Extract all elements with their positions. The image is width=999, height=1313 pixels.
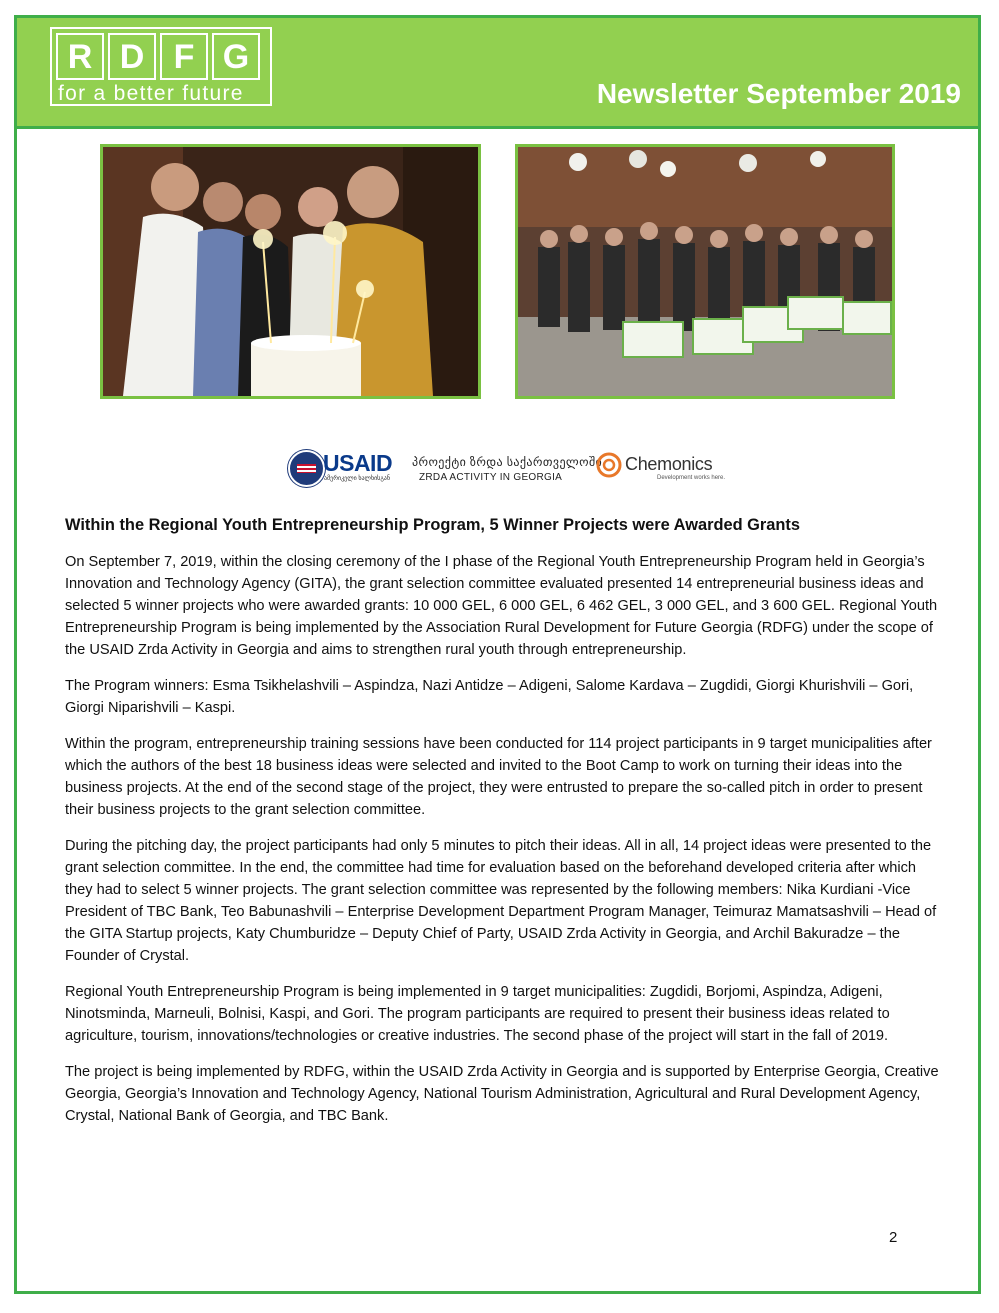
zrda-georgian-title: პროექტი ზრდა საქართველოში (412, 455, 603, 469)
article-paragraph: Regional Youth Entrepreneurship Program is being implemented in 9 target municipalities: Zugdidi, Borjomi, Aspindza, Adigeni, Ninotsminda, Marneuli, Bolnisi, Kaspi, and Gori. The program participants are required to present their business ideas related to agriculture, tourism, innovations/technologies or creative industries. The second phase of the project will start in the fall of 2019. (65, 984, 890, 1044)
logo-letter: F (160, 33, 208, 80)
logo-letter: D (108, 33, 156, 80)
zrda-english-title: ZRDA ACTIVITY IN GEORGIA (419, 472, 563, 483)
chemonics-logo-icon (596, 452, 622, 478)
article-paragraph: The Program winners: Esma Tsikhelashvili – Aspindza, Nazi Antidze – Adigeni, Salome Kardava – Zugdidi, Giorgi Khurishvili – Gori, Giorgi Niparishvili – Kaspi. (65, 678, 914, 716)
article (65, 514, 945, 1141)
chemonics-logo: Chemonics (625, 454, 713, 474)
article-paragraph: Within the program, entrepreneurship training sessions have been conducted for 114 project participants in 9 target municipalities after which the authors of the best 18 business ideas were selected and invited to the Boot Camp to work on turning their ideas into the business projects. At the end of the second stage of the project, they were entrusted to prepare the so-called pitch in order to present their business projects to the grant selection committee. (65, 736, 932, 818)
article-paragraph: On September 7, 2019, within the closing ceremony of the I phase of the Regional Youth Entrepreneurship Program held in Georgia’s Innovation and Technology Agency (GITA), the grant selection committee evaluated presented 14 entrepreneurial business ideas and selected 5 winner projects who were awarded grants: 10 000 GEL, 6 000 GEL, 6 462 GEL, 3 000 GEL, and 3 600 GEL. Regional Youth Entrepreneurship Program is being implemented by the Association Rural Development for Future Georgia (RDFG) under the scope of the USAID Zrda Activity in Georgia and aims to strengthen rural youth through entrepreneurship. (65, 554, 938, 658)
logo-tagline: for a better future (58, 82, 244, 105)
cake-photo-illustration (103, 147, 478, 396)
cake-celebration-photo (100, 144, 481, 399)
logo-letter: G (212, 33, 260, 80)
chemonics-tagline: Development works here. (657, 475, 726, 481)
article-paragraph: The project is being implemented by RDFG, within the USAID Zrda Activity in Georgia and is supported by Enterprise Georgia, Creative Georgia, Georgia’s Innovation and Technology Agency, National Tourism Administration, Agricultural and Rural Development Agency, Crystal, National Bank of Georgia, and TBC Bank. (65, 1064, 939, 1124)
page-number: 2 (889, 1229, 898, 1246)
usaid-seal-icon (288, 450, 325, 487)
article-headline: Within the Regional Youth Entrepreneurship Program, 5 Winner Projects were Awarded Grants (65, 516, 800, 534)
article-paragraph: During the pitching day, the project participants had only 5 minutes to pitch their ideas. All in all, 14 project ideas were presented to the grant selection committee. In the end, the committee had time for evaluation based on the beforehand developed criteria after which they had to select 5 winner projects. The grant selection committee was represented by the following members: Nika Kurdiani -Vice President of TBC Bank, Teo Babunashvili – Enterprise Development Department Program Manager, Teimuraz Mamatsashvili – Head of the GITA Startup projects, Katy Chumburidze – Deputy Chief of Party, USAID Zrda Activity in Georgia, and Archil Bakuradze – the Founder of Crystal. (65, 838, 937, 964)
partner-logos (286, 446, 726, 490)
logo-letters (56, 33, 260, 80)
usaid-subtitle: ამერიკელი ხალხისგან (324, 476, 390, 482)
group-photo-illustration (518, 147, 892, 396)
newsletter-title: Newsletter September 2019 (596, 78, 961, 109)
newsletter-header (17, 18, 978, 129)
group-winners-photo (515, 144, 895, 399)
usaid-logo: USAID (323, 450, 393, 476)
rdfg-logo (50, 27, 272, 106)
logo-letter: R (56, 33, 104, 80)
